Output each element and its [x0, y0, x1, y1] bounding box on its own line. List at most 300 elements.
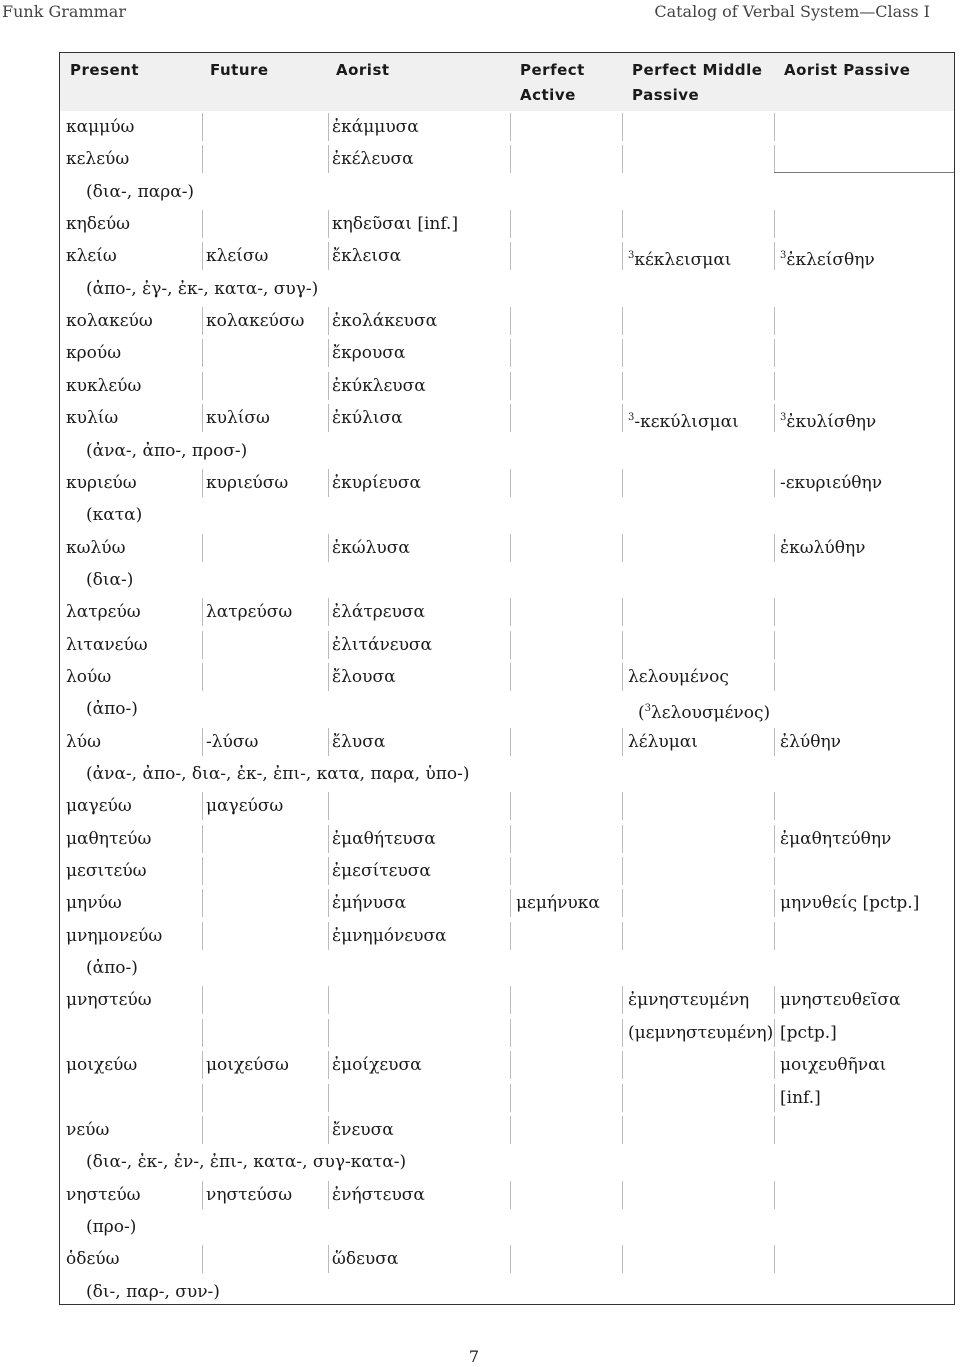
cell-present	[66, 143, 129, 175]
column-divider	[622, 598, 623, 626]
column-divider	[510, 339, 511, 367]
column-divider	[202, 145, 203, 173]
cell-text: μηνυθείς [pctp.]	[780, 893, 920, 914]
cell-text: μοιχεύσω	[206, 1055, 289, 1076]
column-divider	[622, 469, 623, 497]
column-divider	[202, 922, 203, 950]
cell-text: μεμήνυκα	[516, 893, 600, 914]
table-row	[60, 920, 954, 952]
column-divider	[328, 534, 329, 562]
column-divider	[328, 1051, 329, 1079]
column-divider	[328, 339, 329, 367]
table-row	[60, 887, 954, 919]
column-divider	[774, 145, 775, 173]
table-row	[60, 758, 954, 790]
column-header-2	[210, 58, 269, 83]
column-divider	[202, 339, 203, 367]
cell-aorist-passive	[780, 984, 901, 1016]
cell-text: ἐκολάκευσα	[332, 311, 438, 332]
table-row	[60, 1243, 954, 1275]
cell-divider-line	[774, 172, 954, 173]
column-divider	[774, 598, 775, 626]
running-header-title: Funk Grammar	[2, 2, 126, 21]
column-header-line: Present	[70, 61, 140, 79]
cell-aorist-passive	[780, 887, 919, 919]
column-divider	[622, 631, 623, 659]
cell-aorist	[332, 337, 405, 369]
column-divider	[774, 728, 775, 756]
cell-text: λατρεύσω	[206, 602, 293, 623]
cell-aorist	[332, 726, 385, 758]
table-row	[60, 661, 954, 693]
column-divider	[328, 825, 329, 853]
column-divider	[202, 469, 203, 497]
column-divider	[774, 631, 775, 659]
cell-text: ἐκώλυσα	[332, 537, 410, 558]
cell-text: ἐμαθητεύθην	[780, 828, 892, 849]
cell-aorist-passive	[780, 823, 891, 855]
column-divider	[510, 534, 511, 562]
column-divider	[202, 1051, 203, 1079]
column-divider	[510, 631, 511, 659]
cell-present	[66, 726, 101, 758]
column-divider	[202, 1245, 203, 1273]
column-divider	[328, 372, 329, 400]
table-row	[60, 499, 954, 531]
compound-prefixes: (ἀνα-, ἀπο-, προσ-)	[86, 440, 248, 461]
column-divider	[202, 404, 203, 432]
column-divider	[328, 728, 329, 756]
cell-text: ἐμαθήτευσα	[332, 828, 436, 849]
cell-future	[206, 1179, 292, 1211]
table-row	[60, 1114, 954, 1146]
cell-present	[66, 1049, 137, 1081]
cell-text: μαθητεύω	[66, 828, 152, 849]
cell-present	[66, 532, 125, 564]
column-divider	[622, 372, 623, 400]
cell-text: μαγεύσω	[206, 796, 284, 817]
cell-aorist	[332, 920, 447, 952]
cell-present	[66, 370, 141, 402]
column-divider	[202, 113, 203, 141]
cell-aorist	[332, 305, 437, 337]
column-divider	[622, 1116, 623, 1144]
compound-prefixes: (ἀπο-)	[86, 958, 138, 979]
column-divider	[202, 210, 203, 238]
cell-present	[66, 855, 147, 887]
compound-prefixes: (δια-, παρα-)	[86, 181, 195, 202]
cell-text: ἐμοίχευσα	[332, 1055, 422, 1076]
cell-present	[66, 790, 132, 822]
column-divider	[622, 534, 623, 562]
cell-aorist	[332, 1243, 398, 1275]
column-divider	[622, 210, 623, 238]
column-header-line: Future	[210, 61, 269, 79]
cell-text: καμμύω	[66, 117, 135, 137]
column-header-line: Perfect Middle	[632, 61, 763, 79]
running-header-section: Catalog of Verbal System—Class I	[654, 2, 930, 21]
column-divider	[774, 307, 775, 335]
compound-prefixes: (δια-, ἐκ-, ἐν-, ἐπι-, κατα-, συγ-κατα-)	[86, 1152, 407, 1173]
column-divider	[328, 598, 329, 626]
column-divider	[774, 1084, 775, 1112]
cell-text: ὥδευσα	[332, 1249, 399, 1270]
cell-present	[66, 596, 141, 628]
cell-future	[206, 596, 292, 628]
column-divider	[510, 372, 511, 400]
column-divider	[328, 469, 329, 497]
cell-future	[206, 402, 270, 434]
cell-text: κρούω	[66, 343, 122, 364]
cell-text: -εκυριεύθην	[780, 472, 883, 493]
column-divider	[202, 663, 203, 691]
column-divider	[328, 404, 329, 432]
cell-aorist-passive	[780, 532, 865, 564]
column-divider	[510, 889, 511, 917]
cell-text: μοιχευθῆναι	[780, 1055, 887, 1076]
column-divider	[202, 728, 203, 756]
column-divider	[510, 1084, 511, 1112]
column-divider	[510, 307, 511, 335]
column-divider	[202, 986, 203, 1014]
cell-text: ἐκλείσθην	[786, 250, 875, 271]
cell-text: μεσιτεύω	[66, 861, 147, 882]
column-header-3	[336, 58, 390, 83]
compound-prefixes: (δια-)	[86, 569, 134, 590]
cell-text: [pctp.]	[780, 1022, 837, 1043]
column-divider	[202, 1181, 203, 1209]
column-divider	[774, 469, 775, 497]
column-divider	[622, 792, 623, 820]
cell-text: κηδεύω	[66, 214, 131, 235]
column-divider	[510, 1245, 511, 1273]
column-divider	[510, 113, 511, 141]
cell-text: λέλυμαι	[628, 731, 698, 752]
cell-text: λελουσμένος)	[651, 703, 771, 724]
cell-text: κωλύω	[66, 537, 126, 558]
table-row	[60, 337, 954, 369]
column-divider	[510, 145, 511, 173]
table-row	[60, 370, 954, 402]
cell-aorist	[332, 402, 403, 434]
cell-text: ἔκλεισα	[332, 246, 402, 267]
cell-present	[66, 240, 117, 272]
column-divider	[774, 1116, 775, 1144]
table-row	[60, 726, 954, 758]
cell-text: μνηστευθεῖσα	[780, 990, 901, 1011]
cell-text: ἐνήστευσα	[332, 1184, 425, 1205]
table-row	[60, 1017, 954, 1049]
column-divider	[774, 339, 775, 367]
cell-aorist	[332, 111, 419, 143]
table-header	[60, 53, 954, 111]
cell-aorist	[332, 532, 410, 564]
cell-aorist	[332, 629, 432, 661]
cell-aorist	[332, 240, 401, 272]
cell-text: -κεκύλισμαι	[634, 412, 739, 433]
cell-text: μηνύω	[66, 893, 122, 914]
cell-text: ἐκύκλευσα	[332, 375, 426, 396]
table-row	[60, 532, 954, 564]
column-divider	[510, 210, 511, 238]
column-divider	[328, 1019, 329, 1047]
column-divider	[202, 598, 203, 626]
footnote-marker: 3	[644, 703, 652, 715]
cell-perfect-middle-passive	[628, 240, 731, 272]
column-divider	[774, 210, 775, 238]
cell-future	[206, 726, 258, 758]
cell-text: λύω	[66, 731, 101, 752]
compound-prefixes: (ἀνα-, ἀπο-, δια-, ἐκ-, ἐπι-, κατα, παρα, ὑπο-)	[86, 764, 470, 784]
cell-text: κυριεύω	[66, 472, 137, 493]
table-row	[60, 1179, 954, 1211]
cell-perfect-middle-passive	[628, 1017, 773, 1049]
column-divider	[328, 145, 329, 173]
cell-aorist	[332, 208, 458, 240]
cell-present	[66, 467, 137, 499]
table-row	[60, 208, 954, 240]
page-number: 7	[468, 1347, 480, 1366]
column-divider	[328, 857, 329, 885]
column-divider	[622, 728, 623, 756]
cell-text: ἐμήνυσα	[332, 893, 407, 914]
cell-present	[66, 1243, 119, 1275]
cell-present	[66, 629, 148, 661]
column-divider	[328, 113, 329, 141]
column-divider	[622, 339, 623, 367]
column-divider	[328, 1084, 329, 1112]
column-divider	[622, 1084, 623, 1112]
cell-aorist	[332, 887, 406, 919]
cell-text: ἐκυλίσθην	[786, 412, 877, 433]
cell-text: λατρεύω	[66, 602, 141, 623]
cell-text: κυλίω	[66, 408, 119, 429]
cell-text: (μεμνηστευμένη)	[628, 1022, 774, 1043]
column-divider	[622, 986, 623, 1014]
column-divider	[202, 1116, 203, 1144]
cell-text: κλείω	[66, 246, 117, 267]
column-divider	[328, 307, 329, 335]
cell-text: κυριεύσω	[206, 472, 289, 493]
column-header-line: Active	[520, 86, 576, 104]
cell-aorist	[332, 596, 425, 628]
column-divider	[774, 1181, 775, 1209]
column-divider	[510, 1051, 511, 1079]
cell-perfect-middle-passive	[628, 984, 749, 1016]
footnote-marker: 3	[780, 412, 787, 424]
cell-future	[206, 790, 283, 822]
table-row	[60, 467, 954, 499]
column-header-line: Passive	[632, 86, 700, 104]
cell-text: νεύω	[66, 1119, 110, 1140]
column-divider	[622, 307, 623, 335]
table-row	[60, 693, 954, 725]
column-header-4	[520, 58, 585, 108]
cell-text: νηστεύω	[66, 1184, 141, 1205]
table-row	[60, 1276, 954, 1308]
column-divider	[510, 1116, 511, 1144]
table-row	[60, 823, 954, 855]
cell-aorist	[332, 370, 426, 402]
column-divider	[774, 889, 775, 917]
cell-present	[66, 661, 111, 693]
table-row	[60, 564, 954, 596]
cell-aorist-passive	[780, 240, 875, 272]
column-divider	[328, 922, 329, 950]
column-divider	[510, 598, 511, 626]
column-header-5	[632, 58, 762, 108]
column-divider	[328, 986, 329, 1014]
column-divider	[328, 242, 329, 270]
cell-aorist-passive	[780, 402, 876, 434]
cell-text: ἐμεσίτευσα	[332, 861, 431, 882]
cell-present	[66, 337, 121, 369]
compound-prefixes: (ἀπο-, ἐγ-, ἐκ-, κατα-, συγ-)	[86, 278, 319, 299]
cell-text: κυκλεύω	[66, 375, 142, 396]
verbal-system-table	[59, 52, 955, 1305]
cell-text: μνηστεύω	[66, 990, 152, 1011]
column-divider	[202, 825, 203, 853]
column-divider	[622, 404, 623, 432]
compound-prefixes: (ἀπο-)	[86, 699, 138, 720]
cell-future	[206, 240, 268, 272]
column-divider	[622, 145, 623, 173]
table-row	[60, 402, 954, 434]
cell-text: κυλίσω	[206, 408, 270, 429]
column-divider	[774, 792, 775, 820]
cell-present	[66, 1114, 109, 1146]
cell-text: ἔλουσα	[332, 666, 396, 687]
table-row	[60, 111, 954, 143]
column-divider	[622, 113, 623, 141]
column-divider	[510, 1181, 511, 1209]
column-divider	[622, 242, 623, 270]
column-divider	[622, 857, 623, 885]
column-header-line: Aorist Passive	[784, 61, 911, 79]
column-divider	[202, 857, 203, 885]
column-divider	[774, 1245, 775, 1273]
table-row	[60, 1082, 954, 1114]
column-divider	[328, 1181, 329, 1209]
column-divider	[774, 404, 775, 432]
cell-text: ἔνευσα	[332, 1119, 394, 1140]
table-row	[60, 790, 954, 822]
cell-text: ἐκέλευσα	[332, 149, 414, 170]
cell-text: ἐμνημόνευσα	[332, 925, 447, 946]
column-divider	[510, 792, 511, 820]
cell-text: κολακεύσω	[206, 311, 305, 332]
column-divider	[622, 825, 623, 853]
cell-aorist	[332, 467, 421, 499]
cell-future	[206, 305, 304, 337]
cell-text: κολακεύω	[66, 311, 153, 332]
cell-perfect-middle-passive	[628, 661, 729, 693]
column-divider	[202, 889, 203, 917]
column-divider	[202, 1084, 203, 1112]
column-divider	[202, 242, 203, 270]
column-divider	[622, 663, 623, 691]
column-divider	[622, 1181, 623, 1209]
column-divider	[202, 372, 203, 400]
column-divider	[622, 1051, 623, 1079]
footnote-marker: 3	[628, 250, 635, 262]
column-divider	[774, 663, 775, 691]
compound-prefixes: (κατα)	[86, 505, 143, 526]
cell-aorist-passive	[780, 1082, 821, 1114]
column-divider	[202, 1019, 203, 1047]
cell-text: κελεύω	[66, 149, 130, 170]
cell-perfect-middle-passive	[628, 402, 739, 434]
column-divider	[622, 922, 623, 950]
column-divider	[510, 1019, 511, 1047]
cell-future	[206, 467, 288, 499]
column-divider	[328, 210, 329, 238]
cell-future	[206, 1049, 289, 1081]
column-divider	[202, 792, 203, 820]
cell-present	[66, 1179, 141, 1211]
cell-present	[66, 920, 162, 952]
table-row	[60, 273, 954, 305]
table-row	[60, 435, 954, 467]
table-row	[60, 1049, 954, 1081]
column-divider	[328, 792, 329, 820]
column-divider	[510, 404, 511, 432]
cell-text: κλείσω	[206, 246, 269, 267]
column-divider	[774, 534, 775, 562]
column-divider	[774, 922, 775, 950]
column-divider	[774, 1051, 775, 1079]
column-divider	[328, 663, 329, 691]
column-divider	[202, 534, 203, 562]
cell-text: ἐκάμμυσα	[332, 117, 419, 137]
cell-text: ἐμνηστευμένη	[628, 990, 750, 1011]
column-header-line: Perfect	[520, 61, 585, 79]
column-divider	[774, 372, 775, 400]
column-divider	[510, 663, 511, 691]
cell-text: λελουμένος	[628, 666, 729, 687]
cell-text: λούω	[66, 666, 112, 687]
cell-present	[66, 402, 118, 434]
column-divider	[510, 825, 511, 853]
cell-present	[66, 111, 134, 143]
cell-text: μοιχεύω	[66, 1055, 138, 1076]
cell-present	[66, 823, 151, 855]
column-divider	[328, 889, 329, 917]
cell-aorist	[332, 855, 431, 887]
column-header-line: Aorist	[336, 61, 390, 79]
cell-aorist-passive	[780, 467, 882, 499]
cell-text: -λύσω	[206, 731, 259, 752]
cell-text: νηστεύσω	[206, 1184, 293, 1205]
cell-text: ἐκύλισα	[332, 408, 403, 429]
compound-prefixes: (δι-, παρ-, συν-)	[86, 1281, 220, 1302]
column-header-1	[70, 58, 139, 83]
table-row	[60, 952, 954, 984]
cell-text: ἐκυρίευσα	[332, 472, 421, 493]
cell-perfect-middle-passive	[628, 726, 698, 758]
column-divider	[774, 857, 775, 885]
cell-aorist-passive	[780, 1017, 837, 1049]
cell-aorist	[332, 1114, 394, 1146]
column-divider	[510, 922, 511, 950]
column-divider	[510, 728, 511, 756]
cell-text: μνημονεύω	[66, 925, 163, 946]
column-divider	[510, 857, 511, 885]
column-divider	[622, 1245, 623, 1273]
cell-aorist	[332, 143, 414, 175]
cell-aorist-passive	[780, 1049, 886, 1081]
column-divider	[328, 1116, 329, 1144]
